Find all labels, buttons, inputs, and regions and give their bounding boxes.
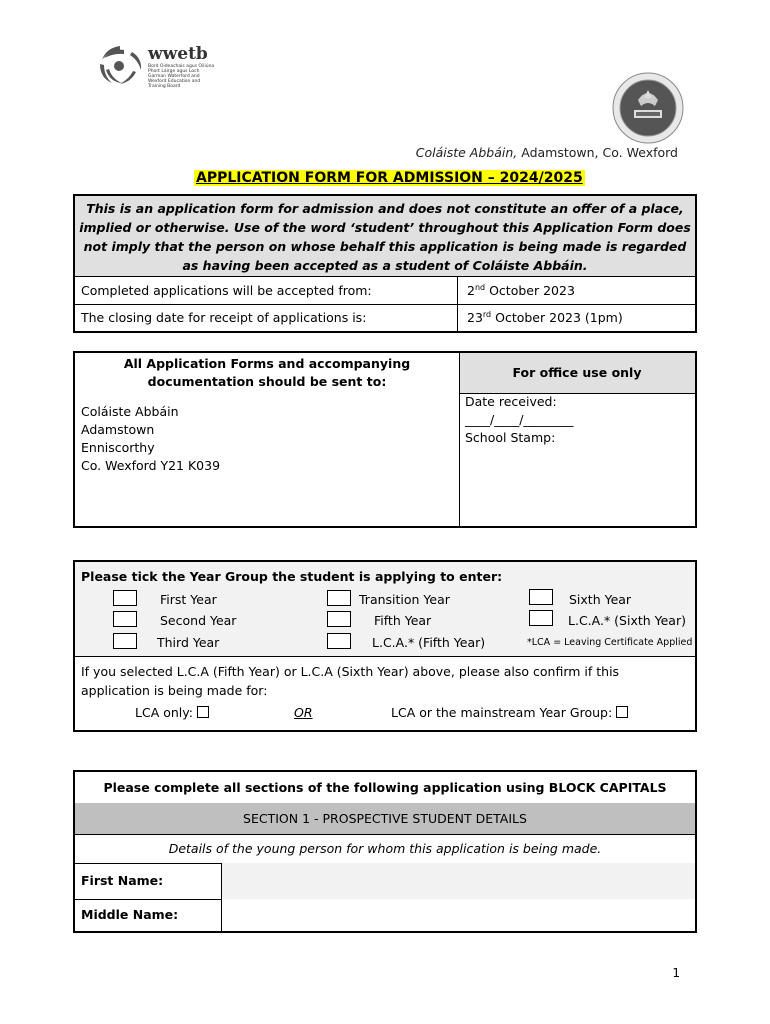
accept-from-row xyxy=(75,277,695,304)
lca-note: *LCA = Leaving Certificate Applied xyxy=(527,637,693,648)
first-year-label: First Year xyxy=(160,592,217,607)
form-title: APPLICATION FORM FOR ADMISSION – 2024/2025 xyxy=(196,170,583,186)
fifth-year-label: Fifth Year xyxy=(374,613,432,628)
block-capitals-instruction: Please complete all sections of the following application using BLOCK CAPITALS xyxy=(75,772,695,804)
transition-year-label: Transition Year xyxy=(359,592,450,607)
lca-sixth-year-checkbox[interactable] xyxy=(529,610,553,626)
first-name-label: First Name: xyxy=(81,873,164,888)
school-address xyxy=(416,145,678,160)
office-use-area xyxy=(465,393,573,447)
closing-date-value: 23rd October 2023 (1pm) xyxy=(467,309,623,325)
transition-year-checkbox[interactable] xyxy=(327,590,351,606)
lca-fifth-year-checkbox[interactable] xyxy=(327,633,351,649)
office-use-heading: For office use only xyxy=(459,353,695,394)
lca-followup-text: If you selected L.C.A (Fifth Year) or L.C.A (Sixth Year) above, please also confirm if this application is being made for: xyxy=(81,664,620,698)
wwetb-swirl-icon xyxy=(92,42,147,87)
address-school-name: Coláiste Abbáin, xyxy=(415,145,518,160)
date-received-label: Date received: xyxy=(465,394,557,409)
crest-icon xyxy=(612,72,684,144)
second-year-label: Second Year xyxy=(160,613,237,628)
school-stamp-label: School Stamp: xyxy=(465,430,556,445)
accept-from-value: 2nd October 2023 xyxy=(467,282,575,298)
intro-table xyxy=(73,194,697,333)
lca-only-checkbox[interactable] xyxy=(197,706,209,718)
first-name-field[interactable] xyxy=(221,863,695,899)
middle-name-label: Middle Name: xyxy=(81,907,179,922)
send-to-table xyxy=(73,351,697,528)
sixth-year-label: Sixth Year xyxy=(569,592,632,607)
fifth-year-checkbox[interactable] xyxy=(327,611,351,627)
page-number: 1 xyxy=(672,966,680,980)
middle-name-row xyxy=(75,899,695,931)
school-postal-address: Coláiste Abbáin Adamstown Enniscorthy Co. Wexford Y21 K039 xyxy=(81,404,221,473)
year-group-table xyxy=(73,560,697,732)
middle-name-field[interactable] xyxy=(221,899,695,931)
send-to-heading: All Application Forms and accompanying documentation should be sent to: xyxy=(123,356,411,389)
section1-table xyxy=(73,770,697,933)
year-group-question: Please tick the Year Group the student is applying to enter: xyxy=(81,569,503,584)
logo-subtitle: Bord Oideachais agus Oiliúna Phort Láirge agus Loch Garman Waterford and Wexford Education and Training Board xyxy=(148,64,215,89)
second-year-checkbox[interactable] xyxy=(113,611,137,627)
section1-subtitle: Details of the young person for whom this application is being made. xyxy=(75,834,695,864)
accept-from-label: Completed applications will be accepted from: xyxy=(81,283,372,298)
address-location: Adamstown, Co. Wexford xyxy=(517,145,678,160)
mainstream-checkbox[interactable] xyxy=(616,706,628,718)
date-received-blank[interactable]: ____/____/________ xyxy=(465,412,574,427)
closing-date-row xyxy=(75,304,695,331)
third-year-label: Third Year xyxy=(157,635,220,650)
section1-title: SECTION 1 - PROSPECTIVE STUDENT DETAILS xyxy=(75,803,695,835)
logo-name: wwetb xyxy=(148,44,208,64)
lca-sixth-year-label: L.C.A.* (Sixth Year) xyxy=(568,613,686,628)
lca-only-option[interactable]: LCA only: xyxy=(135,705,209,720)
disclaimer-text: This is an application form for admission and does not constitute an offer of a place, implied or otherwise. Use of the word ‘student’ throughout this Application Form does not imply that the person on whose behalf this application is being made is regarded as having been accepted as a student of Coláiste Abbáin. xyxy=(75,196,695,277)
closing-date-label: The closing date for receipt of applications is: xyxy=(81,310,367,325)
school-crest xyxy=(612,72,684,144)
mainstream-option[interactable]: LCA or the mainstream Year Group: xyxy=(391,705,628,720)
sixth-year-checkbox[interactable] xyxy=(529,589,553,605)
third-year-checkbox[interactable] xyxy=(113,633,137,649)
first-name-row xyxy=(75,863,695,900)
year-group-options xyxy=(75,562,695,657)
lca-fifth-year-label: L.C.A.* (Fifth Year) xyxy=(372,635,486,650)
or-text: OR xyxy=(294,705,313,720)
first-year-checkbox[interactable] xyxy=(113,590,137,606)
